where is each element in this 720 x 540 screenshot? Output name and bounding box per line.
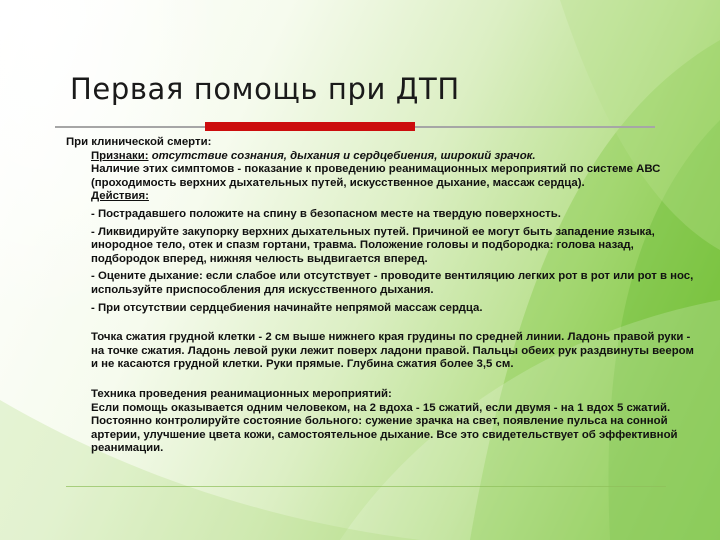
action-item: - При отсутствии сердцебиения начинайте непрямой массаж сердца. bbox=[91, 301, 483, 314]
indication-text: Наличие этих симптомов - показание к проведению реанимационных мероприятий по системе АВС (проходимость верхних дыхательных путей, искусственное дыхание, массаж сердца). bbox=[91, 163, 661, 189]
technique-heading: Техника проведения реанимационных мероприятий: bbox=[91, 387, 392, 400]
action-item: - Пострадавшего положите на спину в безопасном месте на твердую поверхность. bbox=[91, 207, 561, 220]
slide-title: Первая помощь при ДТП bbox=[70, 72, 460, 106]
signs-label: Признаки: bbox=[91, 149, 149, 162]
clinical-death-heading: При клинической смерти: bbox=[66, 136, 212, 148]
slide-body bbox=[66, 136, 694, 456]
bottom-divider bbox=[66, 486, 666, 487]
action-item: - Ликвидируйте закупорку верхних дыхательных путей. Причиной ее могут быть западение языка, инородное тело, отек и спазм гортани, травма. Положение головы и подбородка: голова назад, подбородок вперед, нижняя челюсть выдвигается вперед. bbox=[91, 225, 655, 265]
signs-text: отсутствие сознания, дыхания и сердцебиения, широкий зрачок. bbox=[148, 149, 536, 162]
actions-label: Действия: bbox=[91, 190, 149, 203]
action-item: - Оцените дыхание: если слабое или отсутствует - проводите вентиляцию легких рот в рот или рот в нос, используйте приспособления для искусственного дыхания. bbox=[91, 270, 694, 296]
technique-text: Если помощь оказывается одним человеком, на 2 вдоха - 15 сжатий, если двумя - на 1 вдох 5 сжатий. Постоянно контролируйте состояние больного: сужение зрачка на свет, появление пульса на сонной артерии, улучшение цвета кожи, самостоятельное дыхание. Все это свидетельствует об эффективной реанимации. bbox=[91, 401, 678, 455]
compression-point-text: Точка сжатия грудной клетки - 2 см выше нижнего края грудины по средней линии. Ладонь правой руки - на точке сжатия. Ладонь левой руки лежит поверх ладони правой. Пальцы обеих рук раздвинуты веером и не касаются грудной клетки. Руки прямые. Глубина сжатия более 3,5 см. bbox=[91, 331, 694, 371]
title-accent-bar bbox=[205, 122, 415, 131]
signs-line bbox=[66, 150, 694, 164]
